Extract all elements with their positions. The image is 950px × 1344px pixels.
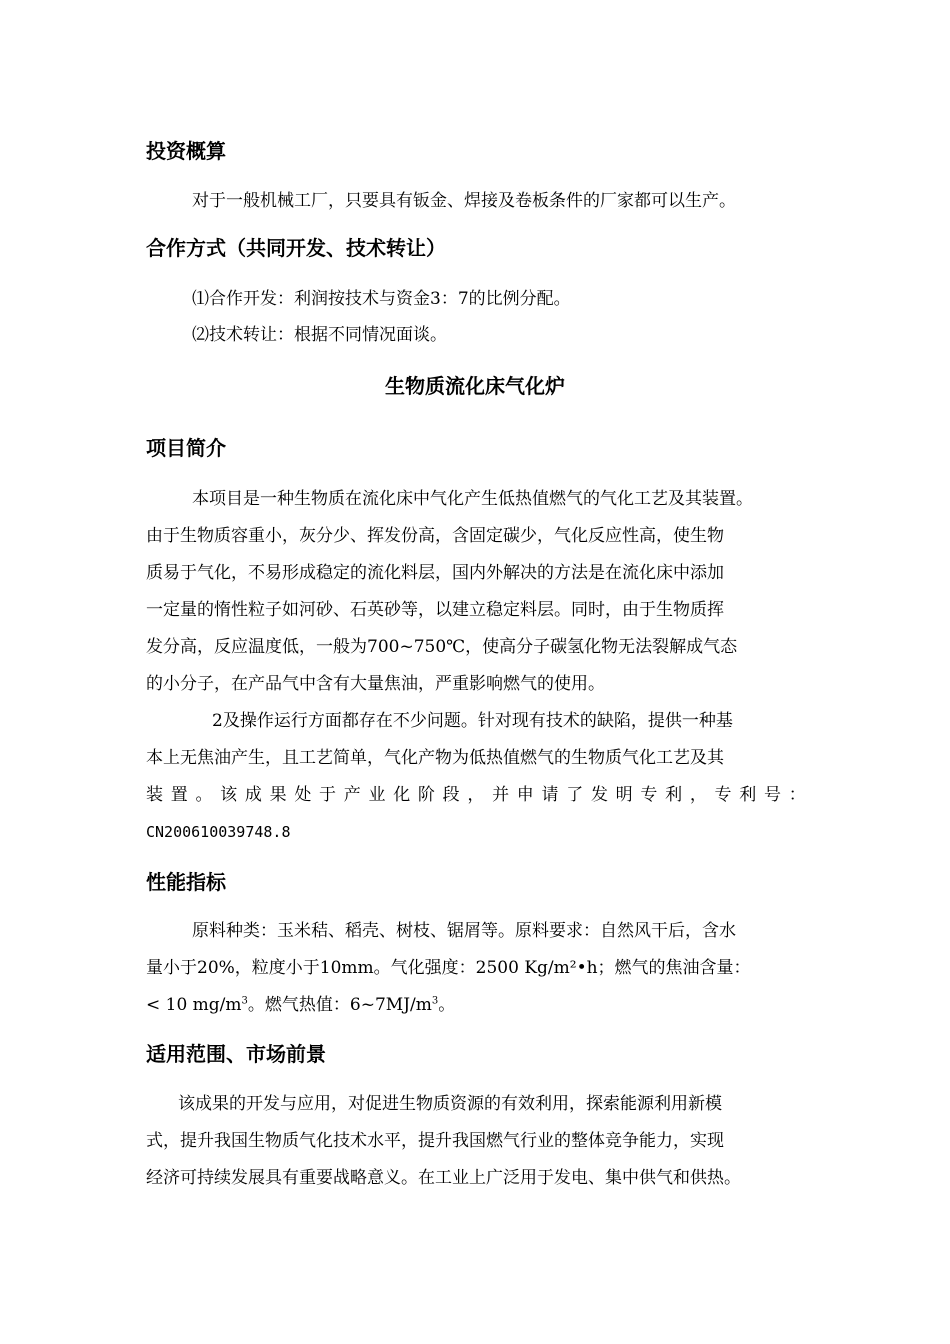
punctuation: 。 [438,995,456,1015]
heading-market: 适用范围、市场前景 [146,1042,326,1066]
patent-number: CN200610039748.8 [146,823,291,841]
intro-line: 本项目是一种生物质在流化床中气化产生低热值燃气的气化工艺及其装置。 [192,489,753,509]
spaced-char: 该 [220,785,238,805]
heading-performance: 性能指标 [146,870,226,894]
intro-line: 质易于气化，不易形成稳定的流化料层，国内外解决的方法是在流化床中添加 [146,563,724,583]
spaced-char: 利 [739,785,757,805]
spaced-char: 于 [319,785,337,805]
market-line: 经济可持续发展具有重要战略意义。在工业上广泛用于发电、集中供气和供热。 [146,1168,741,1188]
spaced-char: 产 [343,785,361,805]
spaced-char: 装 [146,785,163,805]
spaced-char: 置 [170,785,188,805]
spaced-char: ， [467,785,485,805]
spaced-char: 。 [195,785,213,805]
spaced-char: 明 [615,785,633,805]
spaced-char: 号 [763,785,781,805]
market-line: 该成果的开发与应用，对促进生物质资源的有效利用，探索能源利用新模 [178,1094,722,1114]
heading-intro: 项目简介 [146,436,226,460]
spaced-char: ： [788,785,806,805]
spaced-char: 利 [665,785,683,805]
tar-content-text: < 10 mg/m [146,995,242,1015]
spaced-char: 申 [516,785,534,805]
superscript: 3 [431,995,439,1007]
cooperation-item-1: ⑴合作开发：利润按技术与资金3：7的比例分配。 [192,289,571,309]
intro-line: 由于生物质容重小，灰分少、挥发份高，含固定碳少，气化反应性高，使生物 [146,526,724,546]
market-line: 式，提升我国生物质气化技术水平，提升我国燃气行业的整体竞争能力，实现 [146,1131,724,1151]
performance-line [146,992,455,1018]
spaced-char: 化 [393,785,411,805]
spaced-char: 了 [566,785,584,805]
spaced-char: 专 [714,785,732,805]
spaced-char: 并 [492,785,510,805]
intro-line: 发分高，反应温度低，一般为700~750℃，使高分子碳氢化物无法裂解成气态 [146,637,738,657]
heat-value-text: 。燃气热值：6~7MJ/m [247,995,432,1015]
spaced-char: 业 [368,785,386,805]
spaced-char: 成 [244,785,262,805]
intro-line-justified [146,782,806,808]
intro-line: 一定量的惰性粒子如河砂、石英砂等，以建立稳定料层。同时，由于生物质挥 [146,600,724,620]
investment-text: 对于一般机械工厂，只要具有钣金、焊接及卷板条件的厂家都可以生产。 [192,191,736,211]
spaced-char: ， [689,785,707,805]
spaced-char: 阶 [417,785,435,805]
document-title: 生物质流化床气化炉 [385,374,565,398]
performance-line: 原料种类：玉米秸、稻壳、树枝、锯屑等。原料要求：自然风干后，含水 [192,921,736,941]
spaced-char: 请 [541,785,559,805]
cooperation-item-2: ⑵技术转让：根据不同情况面谈。 [192,325,447,345]
heading-cooperation: 合作方式（共同开发、技术转让） [146,236,446,260]
intro-line: 2及操作运行方面都存在不少问题。针对现有技术的缺陷，提供一种基 [212,711,733,731]
spaced-char: 处 [294,785,312,805]
heading-investment: 投资概算 [146,139,226,163]
spaced-char: 发 [590,785,608,805]
spaced-char: 果 [269,785,287,805]
intro-line: 本上无焦油产生，且工艺简单，气化产物为低热值燃气的生物质气化工艺及其 [146,748,724,768]
superscript: 3 [241,995,248,1007]
performance-line: 量小于20%，粒度小于10mm。气化强度：2500 Kg/m²•h；燃气的焦油含量： [146,958,751,978]
spaced-char: 段 [442,785,460,805]
intro-line: 的小分子，在产品气中含有大量焦油，严重影响燃气的使用。 [146,674,605,694]
spaced-char: 专 [640,785,658,805]
